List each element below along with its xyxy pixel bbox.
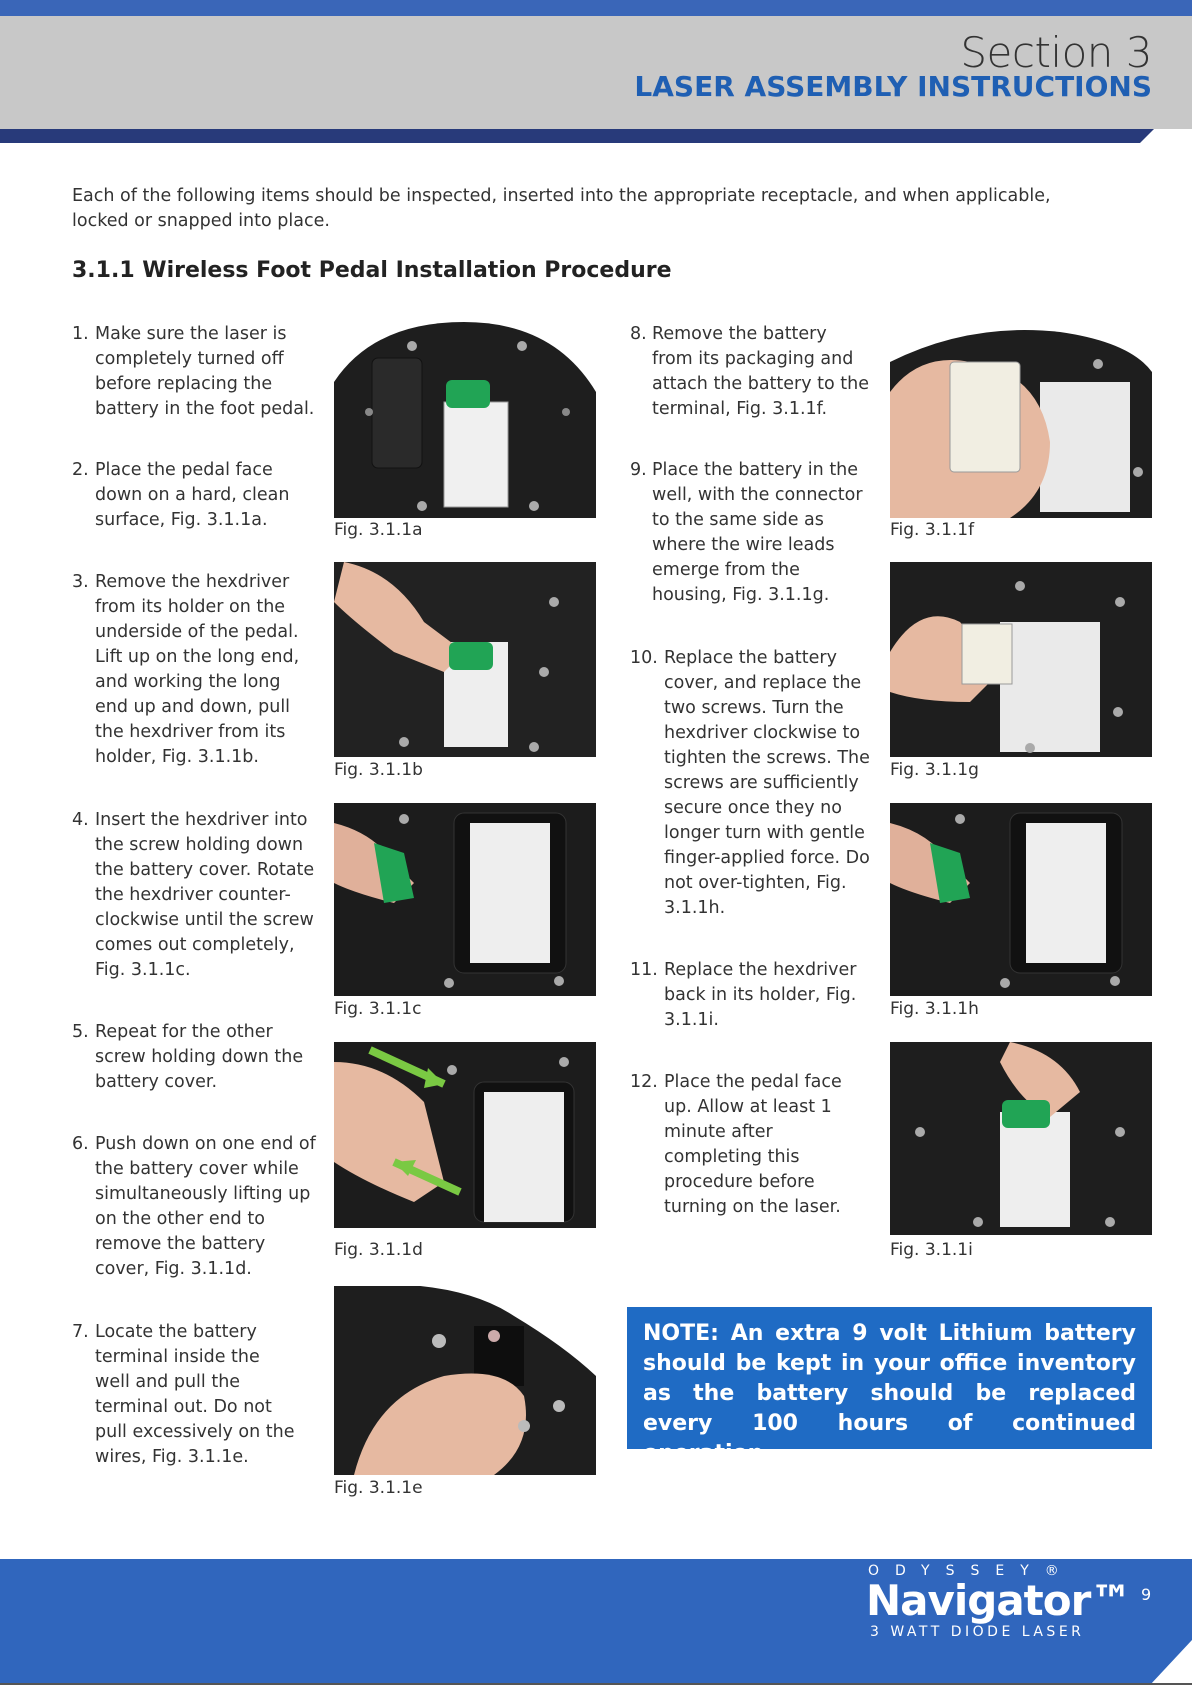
figure-3-1-1g-photo [890,562,1152,757]
step-text: Repeat for the other screw holding down the battery cover. [95,1022,304,1092]
figure-3-1-1f-photo [890,322,1152,518]
step-number: 2. [72,460,89,480]
step-text: Remove the hexdriver from its holder on the underside of the pedal. Lift up on the long end, and working the long end up and down, pull the hexdriver from its holder, Fig. 3.1.1b. [95,572,300,767]
brand-odyssey: ODYSSEY® [868,1563,1075,1579]
step-6 [72,1132,322,1282]
header-rule [0,129,1192,143]
figure-caption: Fig. 3.1.1b [334,760,423,780]
step-text: Replace the hexdriver back in its holder, Fig. 3.1.1i. [664,960,857,1030]
step-4 [72,808,317,983]
step-number: 10. [630,648,658,668]
figure-caption: Fig. 3.1.1h [890,999,979,1019]
step-text: Place the pedal face down on a hard, clean surface, Fig. 3.1.1a. [95,460,290,530]
step-5 [72,1020,317,1095]
step-number: 9. [630,460,647,480]
step-1 [72,322,322,422]
step-number: 12. [630,1072,658,1092]
step-11 [630,958,870,1033]
step-7 [72,1320,297,1470]
step-3 [72,570,312,770]
figure-caption: Fig. 3.1.1g [890,760,979,780]
figure-caption: Fig. 3.1.1f [890,520,975,540]
figure-3-1-1b-photo [334,562,596,757]
figure-3-1-1c-photo [334,803,596,996]
step-text: Make sure the laser is completely turned off before replacing the battery in the foot pedal. [95,324,315,419]
step-text: Locate the battery terminal inside the well and pull the terminal out. Do not pull excessively on the wires, Fig. 3.1.1e. [95,1322,295,1467]
step-text: Push down on one end of the battery cover while simultaneously lifting up on the other end to remove the battery cover, Fig. 3.1.1d. [95,1134,316,1279]
step-12 [630,1070,870,1220]
step-number: 5. [72,1022,89,1042]
step-text: Insert the hexdriver into the screw holding down the battery cover. Rotate the hexdriver counter-clockwise until the screw comes out completely, Fig. 3.1.1c. [95,810,315,980]
figure-3-1-1a-photo [334,322,596,518]
step-number: 6. [72,1134,89,1154]
top-color-strip [0,0,1192,16]
figure-3-1-1h-photo [890,803,1152,996]
step-text: Replace the battery cover, and replace the two screws. Turn the hexdriver clockwise to tighten the screws. The screws are sufficiently secure once they no longer turn with gentle finger-applied force. Do not over-tighten, Fig. 3.1.1h. [664,648,870,918]
footer-corner [1150,1640,1192,1685]
section-title: LASER ASSEMBLY INSTRUCTIONS [634,70,1152,103]
intro-paragraph: Each of the following items should be inspected, inserted into the appropriate receptacle, and when applicable, locked or snapped into place. [72,186,1051,231]
figure-caption: Fig. 3.1.1i [890,1240,973,1260]
step-number: 1. [72,324,89,344]
note-box: NOTE: An extra 9 volt Lithium battery should be kept in your office inventory as the battery should be replaced every 100 hours of continued operation. [627,1307,1152,1449]
figure-caption: Fig. 3.1.1c [334,999,422,1019]
step-text: Place the pedal face up. Allow at least 1 minute after completing this procedure before turning on the laser. [664,1072,842,1217]
step-10 [630,646,870,921]
step-number: 11. [630,960,658,980]
step-number: 8. [630,324,647,344]
step-text: Remove the battery from its packaging and attach the battery to the terminal, Fig. 3.1.1f. [652,324,870,419]
figure-3-1-1i-photo [890,1042,1152,1235]
figure-caption: Fig. 3.1.1d [334,1240,423,1260]
brand-subtitle: 3 WATT DIODE LASER [870,1624,1085,1640]
step-2 [72,458,302,533]
step-9 [630,458,865,608]
brand-navigator-logo: Navigator™ [866,1576,1132,1625]
step-8 [630,322,870,422]
page-number: 9 [1141,1585,1152,1604]
step-number: 7. [72,1322,89,1342]
figure-caption: Fig. 3.1.1e [334,1478,423,1498]
step-number: 4. [72,810,89,830]
figure-3-1-1e-photo [334,1286,596,1475]
step-number: 3. [72,572,89,592]
procedure-heading: 3.1.1 Wireless Foot Pedal Installation Procedure [72,258,672,283]
figure-3-1-1d-photo [334,1042,596,1228]
figure-caption: Fig. 3.1.1a [334,520,423,540]
section-label: Section 3 [960,28,1152,77]
step-text: Place the battery in the well, with the connector to the same side as where the wire leads emerge from the housing, Fig. 3.1.1g. [652,460,863,605]
